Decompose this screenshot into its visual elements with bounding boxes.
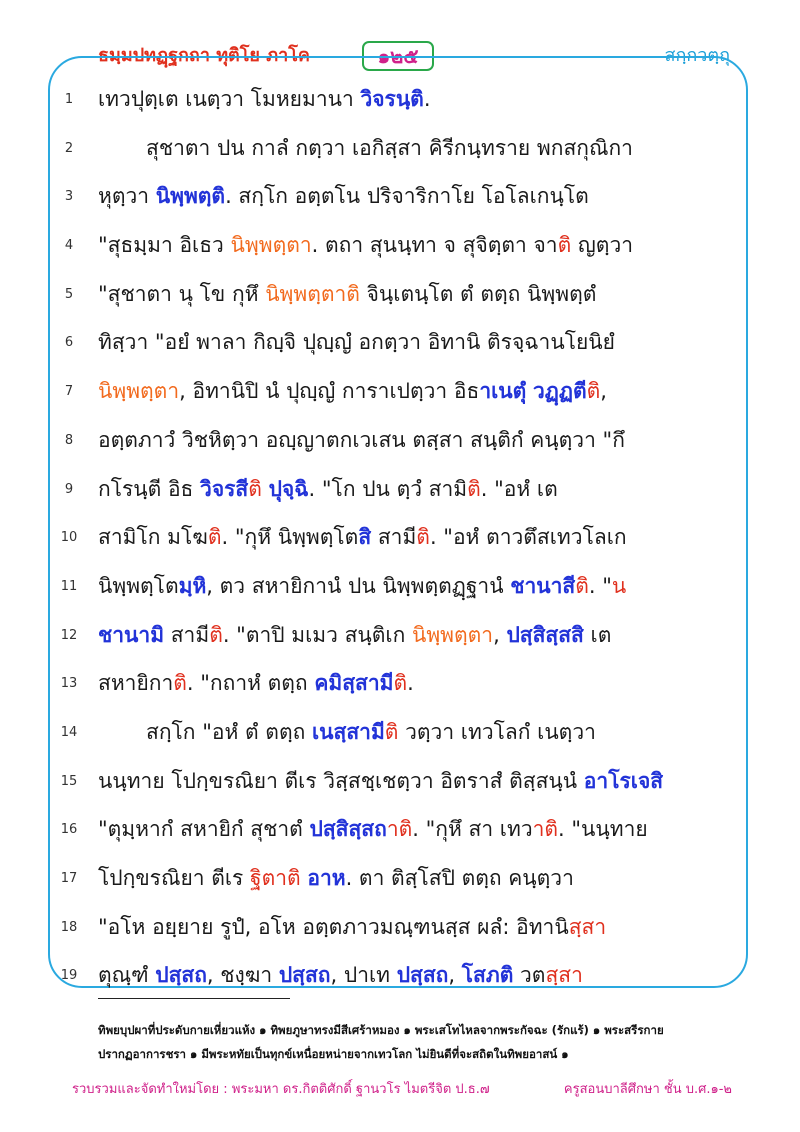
text-segment: วต xyxy=(513,963,546,988)
highlighted-word: ติ xyxy=(173,671,187,696)
highlighted-word: ติ xyxy=(557,233,572,258)
text-line xyxy=(0,177,800,226)
highlighted-word: ติ xyxy=(586,379,601,404)
highlighted-word: ชานามิ xyxy=(98,622,165,647)
highlighted-word: อาโรเจสิ xyxy=(583,768,664,793)
highlighted-word: นิพฺพตฺติ xyxy=(155,184,226,209)
line-number: 12 xyxy=(60,627,78,643)
highlighted-word: สฺสา xyxy=(568,914,607,939)
text-line xyxy=(0,372,800,421)
line-number: 18 xyxy=(60,919,78,935)
line-number: 9 xyxy=(64,481,74,497)
text-segment: สามี xyxy=(371,525,417,550)
highlighted-word: วิจรสี xyxy=(200,476,249,501)
text-segment: , ปาเท xyxy=(330,963,397,988)
line-text xyxy=(98,327,723,357)
highlighted-word: าเนตุํ xyxy=(479,379,527,404)
highlighted-word: อาห xyxy=(307,866,346,890)
text-segment: . ตถา สุนนฺทา จ สุจิตฺตา จา xyxy=(311,233,558,258)
line-text xyxy=(98,863,723,893)
text-line xyxy=(0,859,800,908)
line-text xyxy=(98,376,723,406)
highlighted-word: นิพฺพตฺตา xyxy=(98,379,180,404)
text-segment: , xyxy=(600,379,607,404)
text-segment: นนฺทาย โปกฺขรณิยา ตีเร วิสฺสชฺเชตฺวา อิตราสํ ติสฺสนฺนํ xyxy=(98,768,584,793)
line-text xyxy=(98,425,723,455)
line-number: 3 xyxy=(64,189,74,205)
line-text xyxy=(98,960,723,990)
highlighted-word: ปสฺสถ xyxy=(396,963,449,988)
text-line xyxy=(0,713,800,762)
highlighted-word: โสภติ xyxy=(461,963,514,988)
highlighted-word: คมิสฺสามี xyxy=(314,671,394,696)
text-segment: นิพฺพตฺโต xyxy=(98,573,179,598)
line-number: 7 xyxy=(64,384,74,400)
text-segment: , ชงฺฆา xyxy=(206,963,279,988)
footnote xyxy=(98,1018,738,1066)
highlighted-word: ติ xyxy=(467,476,481,501)
text-segment: สามี xyxy=(164,622,210,647)
text-segment: อตฺตภาวํ วิชหิตฺวา อญฺญาตกเวเสน ตสฺสา สนฺติกํ คนฺตฺวา "กึ xyxy=(98,427,625,452)
line-number: 5 xyxy=(64,286,74,302)
highlighted-word: ติ xyxy=(384,719,399,744)
line-text xyxy=(98,571,723,601)
line-number: 14 xyxy=(60,724,78,740)
line-text xyxy=(98,84,723,114)
text-segment: . " xyxy=(588,573,612,598)
highlighted-word: ปสฺสิสฺสสิ xyxy=(506,622,584,647)
footer-author: รวบรวมและจัดทำใหม่โดย : พระมหา ดร.กิตติศักดิ์ ฐานวโร ไมตรีจิต ป.ธ.๗ xyxy=(72,1082,490,1097)
text-segment: "อโห อยฺยาย รูปํ, อโห อตฺตภาวมณฺฑนสฺส ผลํ: อิทานิ xyxy=(98,914,569,939)
line-number: 8 xyxy=(64,432,74,448)
text-segment: สุชาตา ปน กาลํ กตฺวา เอกิสฺสา คิรีกนฺทราย พกสกุณิกา xyxy=(146,135,633,160)
text-segment: , xyxy=(448,963,462,988)
text-segment: . "กุหึ สา เทว xyxy=(412,817,533,842)
line-text xyxy=(98,912,723,942)
text-line xyxy=(0,664,800,713)
line-number: 19 xyxy=(60,968,78,984)
highlighted-word: นิพฺพตฺตา xyxy=(230,233,312,258)
footnote-line: ปรากฏอาการชรา ๑ มีพระหทัยเป็นทุกข์เหนื่อยหน่ายจากเทวโลก ไม่ยินดีที่จะสถิตในทิพยอาสน์ ๑ xyxy=(98,1047,569,1061)
text-line xyxy=(0,567,800,616)
highlighted-word: วฏฺฏตี xyxy=(532,379,587,404)
text-line xyxy=(0,470,800,519)
text-line xyxy=(0,129,800,178)
text-segment: สามิโก มโฆ xyxy=(98,525,208,550)
text-segment: กโรนฺตี อิธ xyxy=(98,476,201,501)
text-segment: เต xyxy=(583,622,612,647)
text-line xyxy=(0,810,800,859)
text-segment: . xyxy=(407,671,414,696)
highlighted-word: ติ xyxy=(575,573,589,598)
highlighted-word: มฺหิ xyxy=(178,573,207,598)
highlighted-word: ฐิตาติ xyxy=(249,866,301,890)
text-segment: วตฺวา เทวโลกํ เนตฺวา xyxy=(398,719,596,744)
highlighted-word: น xyxy=(611,573,627,598)
highlighted-word: าติ xyxy=(532,817,559,842)
line-text xyxy=(98,230,723,260)
text-segment xyxy=(526,379,533,403)
line-number: 1 xyxy=(64,92,74,107)
highlighted-word: สฺสา xyxy=(545,963,583,988)
text-line xyxy=(0,80,800,129)
line-text xyxy=(98,522,723,552)
line-text xyxy=(98,814,723,844)
text-segment: จินฺเตนฺโต ตํ ตตฺถ นิพฺพตฺตํ xyxy=(359,281,597,306)
highlighted-word: ติ xyxy=(207,525,222,550)
text-segment: หุตฺวา xyxy=(98,184,156,209)
highlighted-word: ปสฺสิสฺสถ xyxy=(309,817,387,842)
text-line xyxy=(0,616,800,665)
highlighted-word: นิพฺพตฺตาติ xyxy=(265,281,360,306)
text-segment: "สุธมฺมา อิเธว xyxy=(98,233,231,258)
highlighted-word: ปสฺสถ xyxy=(278,963,331,988)
footnote-rule xyxy=(98,998,290,999)
line-number: 6 xyxy=(64,335,74,351)
page-footer xyxy=(72,1078,732,1099)
text-line xyxy=(0,762,800,811)
line-text xyxy=(98,717,723,747)
line-text xyxy=(98,181,723,211)
text-segment: , อิทานิปิ นํ ปุญฺญํ การาเปตฺวา อิธ xyxy=(179,379,480,404)
line-number: 2 xyxy=(64,140,74,156)
line-number: 13 xyxy=(60,676,78,692)
text-segment: ตุณฺฑํ xyxy=(98,963,156,988)
text-segment: . "โก ปน ตฺวํ สามิ xyxy=(308,476,468,501)
line-number: 4 xyxy=(64,238,74,254)
text-segment: . "อหํ เต xyxy=(480,476,558,501)
highlighted-word: ปสฺสถ xyxy=(155,963,207,988)
footnote-line: ทิพยบุปผาที่ประดับกายเหี่ยวแห้ง ๑ ทิพยภูษาทรงมีสีเศร้าหมอง ๑ พระเสโทไหลจากพระกัจฉะ (รักแร้) ๑ พระสรีรกาย xyxy=(98,1023,664,1037)
highlighted-word: ติ xyxy=(393,671,408,696)
highlighted-word: เนสฺสามี xyxy=(311,719,385,744)
text-segment: , ตว สหายิกานํ ปน นิพฺพตฺตฏฺฐานํ xyxy=(206,573,511,598)
line-number: 17 xyxy=(60,871,78,886)
footer-course: ครูสอนบาลีศึกษา ชั้น บ.ศ.๑-๒ xyxy=(563,1082,732,1097)
text-segment: "ตุมฺหากํ สหายิกํ สุชาตํ xyxy=(98,817,310,842)
text-segment: . ตา ติสฺโสปิ ตตฺถ คนฺตฺวา xyxy=(345,866,574,890)
text-segment: . "กุหึ นิพฺพตฺโต xyxy=(221,525,359,550)
book-title: ธมฺมปทฏฺฐกถา ทุติโย ภาโค xyxy=(98,45,310,66)
text-body xyxy=(0,80,800,1005)
text-segment: . "อหํ ตาวตึสเทวโลเก xyxy=(429,525,627,550)
text-segment: สกฺโก "อหํ ตํ ตตฺถ xyxy=(146,719,312,744)
highlighted-word: ติ xyxy=(209,622,223,647)
line-number: 10 xyxy=(60,530,78,546)
text-segment: . "ตาปิ มเมว สนฺติเก xyxy=(222,622,412,647)
highlighted-word: ติ xyxy=(248,476,262,501)
text-segment: . "กถาหํ ตตฺถ xyxy=(186,671,315,696)
text-segment: ทิสฺวา "อยํ พาลา กิญฺจิ ปุญฺญํ อกตฺวา อิทานิ ติรจฺฉานโยนิยํ xyxy=(98,330,615,355)
line-text xyxy=(98,668,723,698)
text-line xyxy=(0,518,800,567)
line-text xyxy=(98,620,723,650)
line-text xyxy=(98,279,723,309)
highlighted-word: าติ xyxy=(386,817,413,842)
highlighted-word: ปุจฺฉิ xyxy=(268,476,309,501)
text-line xyxy=(0,275,800,324)
text-segment: . สกฺโก อตฺตโน ปริจาริกาโย โอโลเกนฺโต xyxy=(225,184,589,209)
line-text xyxy=(98,133,723,163)
text-segment xyxy=(262,477,269,501)
highlighted-word: นิพฺพตฺตา xyxy=(411,622,494,647)
text-segment: โปกฺขรณิยา ตีเร xyxy=(98,866,250,890)
line-number: 15 xyxy=(60,773,78,789)
text-line xyxy=(0,226,800,275)
text-segment: เทวปุตฺเต เนตฺวา โมหยมานา xyxy=(98,87,361,111)
text-line xyxy=(0,421,800,470)
text-segment: สหายิกา xyxy=(98,671,174,696)
text-segment: , xyxy=(493,622,507,647)
text-line xyxy=(0,323,800,372)
text-segment: ญตฺวา xyxy=(571,233,634,258)
text-line xyxy=(0,908,800,957)
line-text xyxy=(98,474,723,504)
text-segment: . xyxy=(423,87,431,111)
highlighted-word: ชานาสี xyxy=(510,573,576,598)
line-number: 16 xyxy=(60,822,78,838)
text-segment: . "นนฺทาย xyxy=(558,817,648,842)
line-text xyxy=(98,766,723,796)
highlighted-word: ติ xyxy=(416,525,430,550)
story-title: สกฺกวตฺถุ xyxy=(664,45,730,66)
page-number: ๑๒๕ xyxy=(362,41,434,71)
highlighted-word: วิจรนฺติ xyxy=(360,87,424,111)
text-segment: "สุชาตา นุ โข กุหึ xyxy=(98,281,266,306)
line-number: 11 xyxy=(60,578,78,594)
highlighted-word: สิ xyxy=(358,525,372,550)
